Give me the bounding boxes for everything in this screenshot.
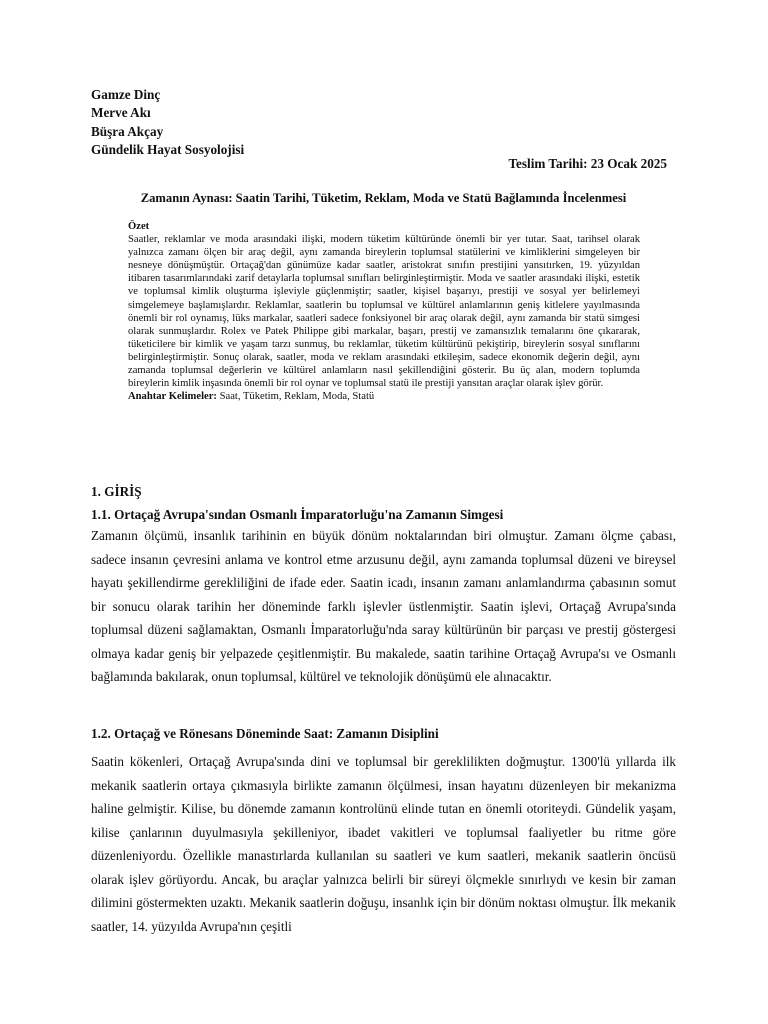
keywords-line [128,390,640,403]
abstract-heading: Özet [128,221,150,232]
subsection-heading: 1.1. Ortaçağ Avrupa'sından Osmanlı İmparatorluğu'na Zamanın Simgesi [91,507,504,522]
author-name: Gamze Dinç [91,87,161,102]
submission-date: Teslim Tarihi: 23 Ocak 2025 [508,156,667,171]
keywords-label: Anahtar Kelimeler: [128,391,217,403]
paragraph: Saatin kökenleri, Ortaçağ Avrupa'sında dini ve toplumsal bir gereklilikten doğmuştur. 1300'lü yıllarda ilk mekanik saatlerin ortaya çıkmasıyla birlikte zamanın ölçülmesi, insan hayatını düzenleyen bir mekanizma haline gelmiştir. Kilise, bu dönemde zamanın kontrolünü elinde tutan en önemli otoriteydi. Gündelik yaşam, kilise çanlarının duyulmasıyla şekilleniyor, ibadet vakitleri ve toplumsal faaliyetler bu ritme göre düzenleniyordu. Özellikle manastırlarda kullanılan su saatleri ve kum saatleri, mekanik saatlerin öncüsü olarak işlev görüyordu. Ancak, bu araçlar yalnızca belirli bir süreyi ölçmekle sınırlıydı ve kesin bir zaman dilimini göstermekten uzaktı. Mekanik saatlerin doğuşu, insanlık için bir dönüm noktası olmuştur. İlk mekanik saatler, 14. yüzyılda Avrupa'nın çeşitli [91,754,676,934]
abstract-block [128,220,640,403]
abstract-text: Saatler, reklamlar ve moda arasındaki ilişki, modern tüketim kültüründe önemli bir yer tutar. Saat, tarihsel olarak yalnızca zamanı ölçen bir araç değil, aynı zamanda bireylerin toplumsal statülerini ve kimliklerini simgeleyen bir nesneye dönüşmüştür. Ortaçağ'dan günümüze kadar saatler, aristokrat sınıfın prestijini yansıtırken, 19. yüzyıldan itibaren tasarımlarındaki zarif detaylarla toplumsal sınıfları belirginleştirmiştir. Moda ve saatler arasındaki ilişki, estetik ve toplumsal kimlik oluşturma işleviyle güçlenmiştir; saatler, kişisel başarıyı, prestiji ve sosyal yer belirlemeyi simgelemeye başlamışlardır. Reklamlar, saatlerin bu toplumsal ve kültürel anlamlarının geniş kitlelere yayılmasında önemli bir rol oynamış, lüks markalar, saatleri sadece fonksiyonel bir araç olarak değil, aynı zamanda bir statü simgesi olarak sunmuşlardır. Rolex ve Patek Philippe gibi markalar, başarı, prestij ve zamansızlık temalarını öne çıkararak, tüketicilere bir kimlik ve yaşam tarzı sunmuş, bu reklamlar, tüketim kültürünü pekiştirip, bireylerin sosyal sınıflarını belirginleştirmiştir. Sonuç olarak, saatler, moda ve reklam arasındaki etkileşim, sadece ekonomik değerin değil, aynı zamanda toplumsal değerlerin ve kültürel anlamların nasıl şekillendiğini gösterir. Bu üç alan, modern toplumda bireylerin kimlik inşasında önemli bir rol oynar ve toplumsal statü ile prestiji yansıtan araçlar olarak işlev görür. [128,234,640,390]
subsection-heading: 1.2. Ortaçağ ve Rönesans Döneminde Saat: Zamanın Disiplini [91,726,439,741]
author-block [91,86,244,159]
paper-title: Zamanın Aynası: Saatin Tarihi, Tüketim, Reklam, Moda ve Statü Bağlamında İncelenmesi [140,191,627,205]
section-heading: 1. GİRİŞ [91,484,142,499]
section-body [91,524,676,689]
paragraph: Zamanın ölçümü, insanlık tarihinin en büyük dönüm noktalarından biri olmuştur. Zamanı ölçme çabası, sadece insanın çevresini anlama ve kontrol etme arzusunu değil, aynı zamanda toplumsal düzeni ve bireysel hayatı şekillendirme gerekliliğini de ifade eder. Saatin icadı, insanın zamanı anlamlandırma çabasının somut bir sonucu olarak tarihin her döneminde farklı işlevler üstlenmiştir. Saatin işlevi, Ortaçağ Avrupa'sında toplumsal düzeni sağlamaktan, Osmanlı İmparatorluğu'nda saray kültürünün bir parçası ve prestij göstergesi olmaya kadar geniş bir yelpazede çeşitlenmiştir. Bu makalede, saatin tarihine Ortaçağ Avrupa'sı ve Osmanlı bağlamında bakılarak, onun toplumsal, kültürel ve teknolojik dönüşümü ele alınacaktır. [91,528,676,684]
author-name: Büşra Akçay [91,123,164,139]
author-name: Merve Akı [91,105,151,121]
section-body [91,750,676,938]
course-name: Gündelik Hayat Sosyolojisi [91,141,245,157]
keywords-text: Saat, Tüketim, Reklam, Moda, Statü [219,391,375,403]
